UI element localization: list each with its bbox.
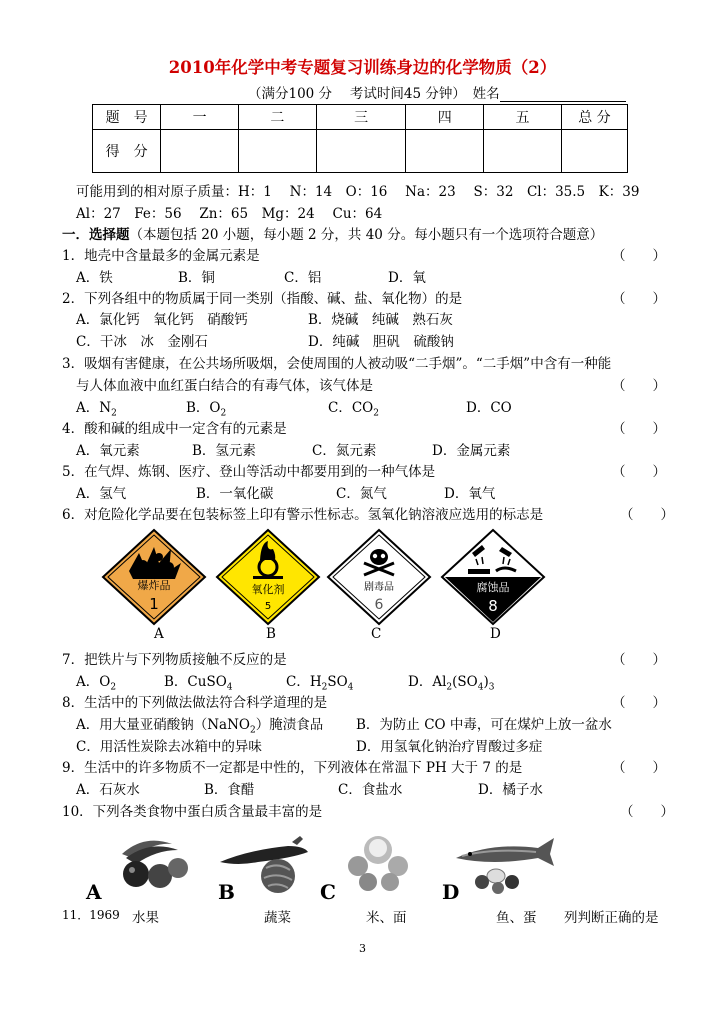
q11-number: 11．1969	[62, 908, 120, 922]
q9-stem: 9．生活中的许多物质不一定都是中性的，下列液体在常温下 PH 大于 7 的是	[62, 760, 523, 776]
hazard-sign-oxidizer	[213, 527, 323, 627]
explosive-sign-num: 1	[149, 595, 159, 613]
q7-option-d-sub3: 3	[488, 682, 495, 693]
q3-stem-line1: 3．吸烟有害健康，在公共场所吸烟，会使周围的人被动吸“二手烟”。“二手烟”中含有一种能	[62, 356, 612, 372]
q7-option-d-sub2: 4	[477, 682, 484, 693]
q10-caption-d: 鱼、蛋	[496, 910, 537, 926]
q1-stem: 1．地壳中含量最多的金属元素是	[62, 248, 260, 264]
q3-stem-line2: 与人体血液中血红蛋白结合的有毒气体，该气体是	[76, 378, 373, 394]
q6-label-b: B	[266, 626, 276, 642]
q3-option-a-text: A．N	[76, 400, 112, 416]
q3-option-d: D．CO	[466, 400, 512, 416]
q7-option-b	[164, 670, 233, 693]
exam-info-text: （满分100 分 考试时间45 分钟） 姓名	[248, 86, 500, 102]
q8-option-a-text: A．用大量亚硝酸钠（NaNO	[76, 717, 250, 733]
q4-option-b: B．氢元素	[192, 443, 256, 459]
q7-option-d-mid: (SO	[452, 674, 478, 690]
q10-answer-blank[interactable]: （ ）	[620, 804, 674, 820]
q1-option-c: C．铝	[284, 270, 322, 286]
score-cell[interactable]	[239, 130, 317, 173]
q8-option-a	[76, 713, 323, 736]
q3-option-c-sub: 2	[373, 408, 379, 419]
q7-stem: 7．把铁片与下列物质接触不反应的是	[62, 652, 287, 668]
q8-option-d: D．用氢氧化钠治疗胃酸过多症	[356, 739, 543, 755]
food-image-rice	[346, 832, 410, 898]
food-image-fruit	[114, 832, 190, 898]
page-number: 3	[359, 942, 366, 955]
q10-label-d: D	[442, 880, 460, 904]
q7-option-c-sub2: 4	[347, 682, 354, 693]
q4-answer-blank[interactable]: （ ）	[612, 421, 666, 437]
q6-label-d: D	[490, 626, 501, 642]
q7-option-d-post: )	[483, 674, 489, 690]
q6-label-c: C	[371, 626, 382, 642]
score-cell[interactable]	[161, 130, 239, 173]
score-table	[92, 104, 628, 173]
q4-option-a: A．氧元素	[76, 443, 140, 459]
q11-stem-tail: 列判断正确的是	[564, 910, 659, 926]
q5-option-a: A．氢气	[76, 486, 127, 502]
q10-caption-a: 水果	[132, 910, 159, 926]
score-header-cell: 总 分	[561, 105, 627, 130]
q2-option-c: C．干冰 冰 金刚石	[76, 334, 208, 350]
score-cell[interactable]	[561, 130, 627, 173]
score-row-label: 得 分	[93, 130, 161, 173]
q6-stem: 6．对危险化学品要在包装标签上印有警示性标志。氢氧化钠溶液应选用的标志是	[62, 507, 544, 523]
score-header-cell: 一	[161, 105, 239, 130]
score-header-cell: 四	[406, 105, 484, 130]
q10-label-a: A	[86, 880, 102, 904]
q7-option-a-sub: 2	[110, 682, 117, 693]
q2-answer-blank[interactable]: （ ）	[612, 291, 666, 307]
q7-option-d-text: D．Al	[408, 674, 447, 690]
q7-option-a	[76, 670, 116, 693]
oxidizer-sign-num: 5	[264, 601, 272, 612]
q1-option-b: B．铜	[178, 270, 215, 286]
explosive-sign-icon	[99, 527, 209, 627]
q7-option-a-text: A．O	[76, 674, 111, 690]
hazard-sign-explosive	[99, 527, 209, 627]
q7-option-c-sub1: 2	[321, 682, 328, 693]
q8-option-a-post: ）腌渍食品	[255, 717, 324, 733]
q2-option-d: D．纯碱 胆矾 硫酸钠	[308, 334, 454, 350]
food-image-fish	[452, 832, 556, 898]
q7-option-b-sub: 4	[226, 682, 233, 693]
q9-option-c: C．食盐水	[338, 782, 403, 798]
q1-option-d: D．氧	[388, 270, 426, 286]
q3-option-b-sub: 2	[220, 408, 227, 419]
oxidizer-sign-icon	[213, 527, 323, 627]
fish-icon	[452, 832, 556, 894]
q9-answer-blank[interactable]: （ ）	[612, 760, 666, 776]
q7-option-d	[408, 670, 494, 693]
q4-option-c: C．氮元素	[312, 443, 377, 459]
q6-answer-blank[interactable]: （ ）	[620, 507, 674, 523]
q5-stem: 5．在气焊、炼钢、医疗、登山等活动中都要用到的一种气体是	[62, 464, 436, 480]
q5-answer-blank[interactable]: （ ）	[612, 464, 666, 480]
q8-option-c: C．用活性炭除去冰箱中的异味	[76, 739, 262, 755]
q8-option-a-sub: 2	[250, 725, 256, 736]
section-heading	[62, 223, 603, 243]
q1-answer-blank[interactable]: （ ）	[612, 248, 666, 264]
q3-option-a-sub: 2	[111, 408, 117, 419]
q7-option-c-mid: SO	[327, 674, 348, 690]
score-header-cell: 二	[239, 105, 317, 130]
section-desc: （本题包括 20 小题，每小题 2 分，共 40 分。每小题只有一个选项符合题意）	[129, 227, 604, 243]
q4-option-d: D．金属元素	[432, 443, 511, 459]
explosive-sign-text: 爆炸品	[137, 579, 171, 592]
q7-option-c-text: C．H	[286, 674, 322, 690]
q5-option-d: D．氧气	[444, 486, 496, 502]
q10-label-c: C	[320, 880, 336, 904]
q10-label-b: B	[218, 880, 235, 904]
score-header-cell: 三	[316, 105, 406, 130]
fruit-icon	[114, 832, 190, 892]
q9-option-d: D．橘子水	[478, 782, 543, 798]
q3-option-c	[328, 396, 379, 419]
atomic-masses-line2: Al：27 Fe：56 Zn：65 Mg：24 Cu：64	[76, 206, 383, 222]
q2-stem: 2．下列各组中的物质属于同一类别（指酸、碱、盐、氧化物）的是	[62, 291, 463, 307]
q8-option-b: B．为防止 CO 中毒，可在煤炉上放一盆水	[356, 717, 612, 733]
q6-label-a: A	[154, 626, 164, 642]
q3-option-a	[76, 396, 117, 419]
q8-stem: 8．生活中的下列做法做法符合科学道理的是	[62, 695, 328, 711]
q8-answer-blank[interactable]: （ ）	[612, 695, 666, 711]
atomic-masses-line1: 可能用到的相对原子质量：H：1 N：14 O：16 Na：23 S：32 Cl：35.5 K：39	[76, 184, 640, 200]
q7-option-d-sub1: 2	[446, 682, 453, 693]
score-cell[interactable]	[316, 130, 406, 173]
q3-option-b-text: B．O	[186, 400, 221, 416]
q10-stem: 10．下列各类食物中蛋白质含量最丰富的是	[62, 804, 323, 820]
corrosive-sign-num: 8	[488, 597, 498, 615]
q3-answer-blank[interactable]: （ ）	[612, 378, 666, 394]
score-header-cell: 题 号	[93, 105, 161, 130]
q7-option-c	[286, 670, 353, 693]
corrosive-sign-text: 腐蚀品	[476, 581, 510, 594]
q5-option-c: C．氮气	[336, 486, 387, 502]
q9-option-a: A．石灰水	[76, 782, 140, 798]
q9-option-b: B．食醋	[204, 782, 255, 798]
section-label: 一．选择题	[62, 227, 130, 243]
q7-answer-blank[interactable]: （ ）	[612, 652, 666, 668]
q1-option-a: A．铁	[76, 270, 113, 286]
toxic-sign-text: 剧毒品	[364, 582, 394, 593]
toxic-sign-icon	[324, 527, 434, 627]
q3-option-b	[186, 396, 226, 419]
q4-stem: 4．酸和碱的组成中一定含有的元素是	[62, 421, 287, 437]
q7-option-b-text: B．CuSO	[164, 674, 227, 690]
rice-icon	[346, 832, 410, 892]
name-blank[interactable]	[500, 87, 626, 102]
hazard-sign-corrosive	[438, 527, 548, 627]
hazard-sign-toxic	[324, 527, 434, 627]
q3-option-c-text: C．CO	[328, 400, 374, 416]
corrosive-sign-icon	[438, 527, 548, 627]
q2-option-a: A．氯化钙 氧化钙 硝酸钙	[76, 312, 248, 328]
page-title: 2010年化学中考专题复习训练身边的化学物质（2）	[168, 58, 557, 77]
oxidizer-sign-text: 氧化剂	[251, 583, 285, 596]
score-cell[interactable]	[406, 130, 484, 173]
exam-info	[248, 82, 626, 102]
q10-caption-c: 米、面	[366, 910, 407, 926]
q10-caption-b: 蔬菜	[264, 910, 291, 926]
q5-option-b: B．一氧化碳	[196, 486, 274, 502]
score-header-cell: 五	[484, 105, 562, 130]
toxic-sign-num: 6	[374, 597, 384, 613]
q2-option-b: B．烧碱 纯碱 熟石灰	[308, 312, 453, 328]
score-cell[interactable]	[484, 130, 562, 173]
